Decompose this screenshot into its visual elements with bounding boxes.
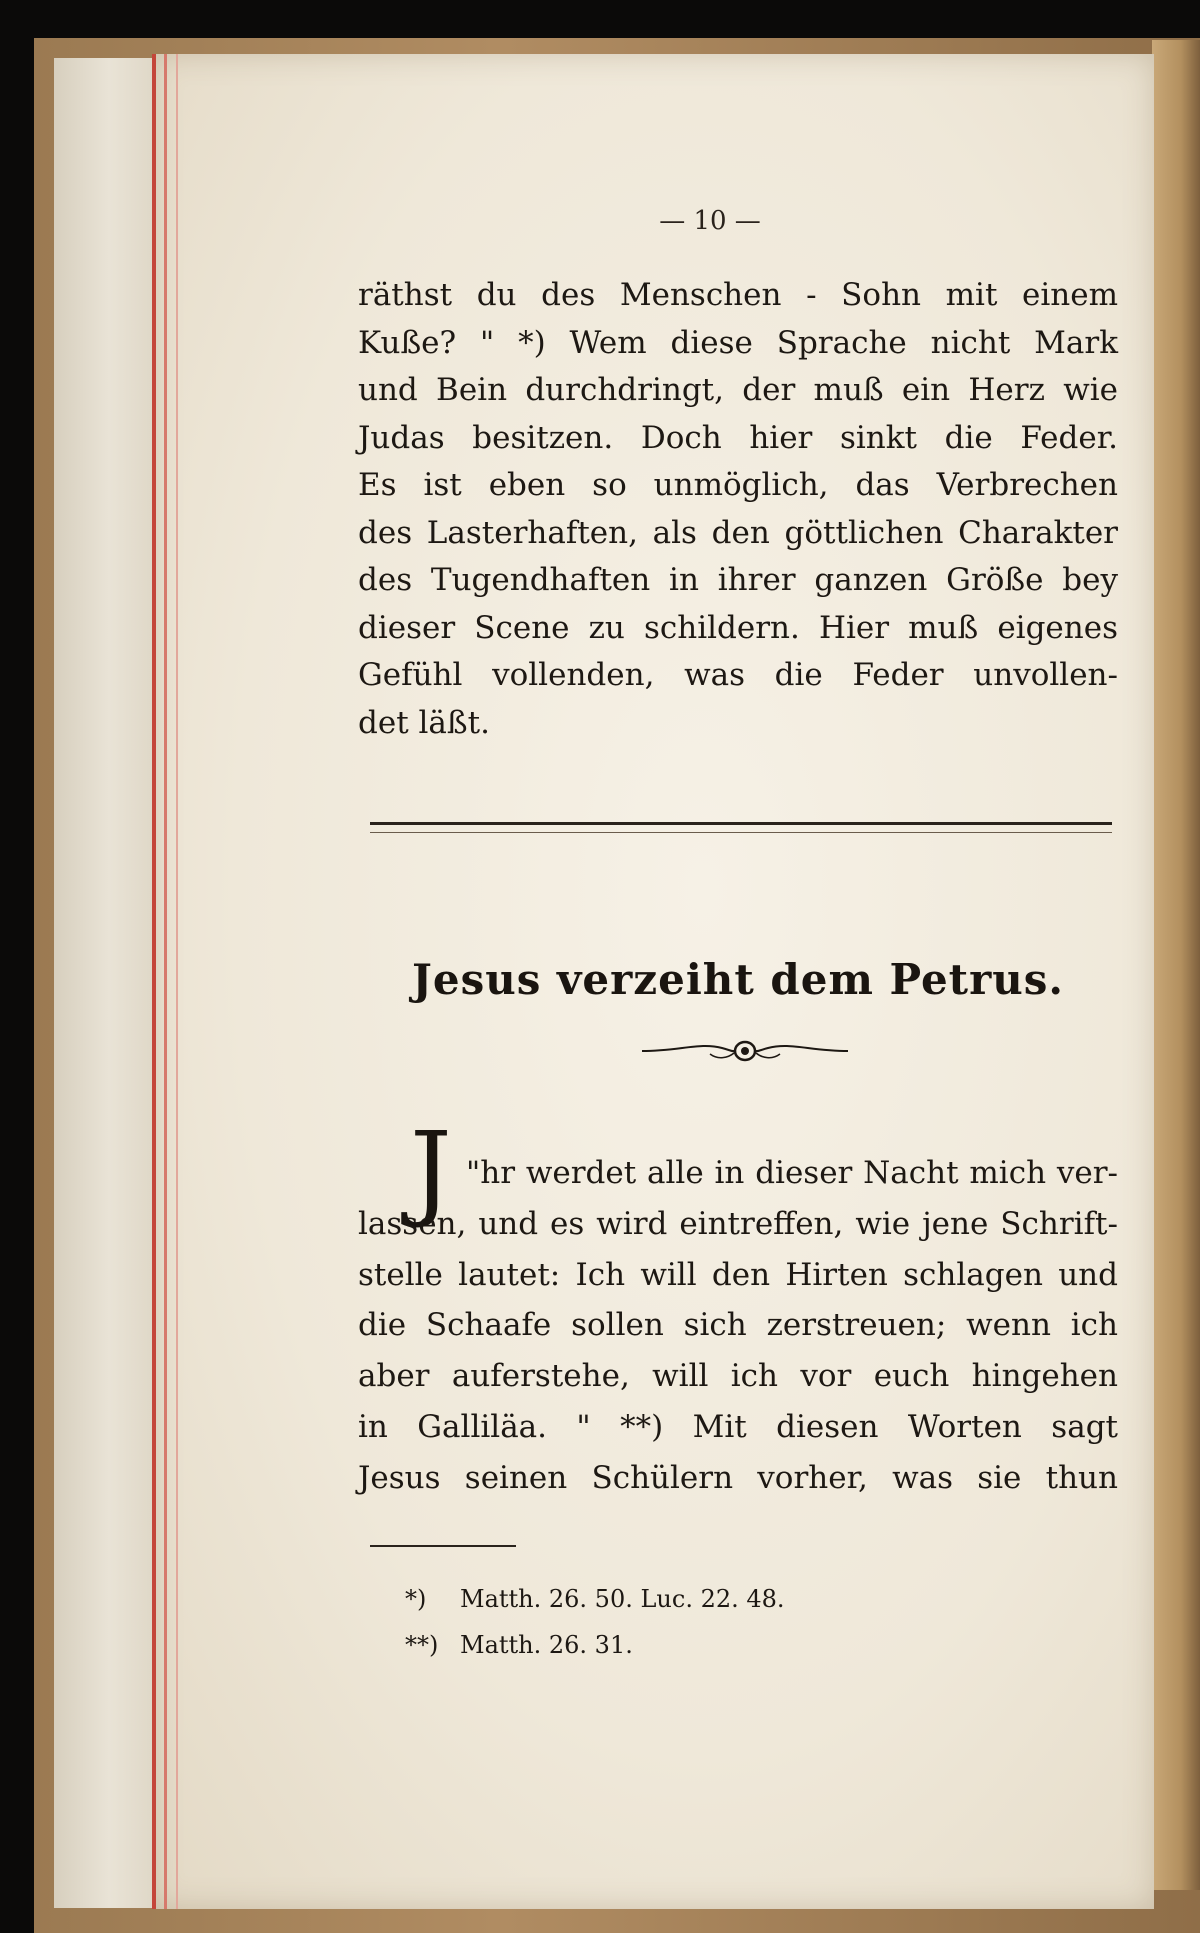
text-line: und Bein durchdringt, der muß ein Herz wie — [358, 372, 1118, 408]
text-line: Kuße? " *) Wem diese Sprache nicht Mark — [358, 324, 1118, 361]
text-line: Es ist eben so unmöglich, das Verbrechen — [358, 467, 1118, 503]
page-edge-red-line — [176, 54, 178, 1909]
footnote-mark: **) — [405, 1631, 439, 1659]
text-line: des Tugendhaften in ihrer ganzen Größe bey — [358, 562, 1118, 598]
paragraph-1 — [358, 272, 1118, 747]
text-line: Jesus seinen Schülern vorher, was sie thun — [358, 1459, 1118, 1496]
footnote-mark: *) — [405, 1585, 427, 1613]
text-line: dieser Scene zu schildern. Hier muß eigenes — [358, 609, 1118, 646]
section-heading: Jesus verzeiht dem Petrus. — [411, 955, 1065, 1004]
footnote — [405, 1622, 785, 1668]
footnote-divider — [370, 1545, 516, 1547]
text-line: räthst du des Menschen - Sohn mit einem — [358, 277, 1118, 313]
footnote-text: Matth. 26. 50. Luc. 22. 48. — [460, 1585, 785, 1613]
flyleaf — [54, 58, 164, 1908]
footnote-text: Matth. 26. 31. — [460, 1631, 633, 1659]
footnotes — [405, 1576, 785, 1668]
paragraph-2 — [358, 1148, 1118, 1504]
text-line: "hr werdet alle in dieser Nacht mich ver- — [466, 1155, 1118, 1191]
page-number: — 10 — — [659, 206, 761, 236]
text-line: Gefühl vollenden, was die Feder unvollen- — [358, 657, 1118, 693]
page-edge-red-line — [164, 54, 167, 1909]
text-line: aber auferstehe, will ich vor euch hingehen — [358, 1358, 1118, 1395]
footnote — [405, 1576, 785, 1622]
drop-cap: J — [410, 1109, 452, 1231]
text-line: in Galliläa. " **) Mit diesen Worten sagt — [358, 1408, 1118, 1445]
text-line: stelle lautet: Ich will den Hirten schlagen und — [358, 1256, 1118, 1293]
text-line: Judas besitzen. Doch hier sinkt die Feder. — [358, 419, 1118, 456]
section-divider-thin — [370, 832, 1112, 833]
text-line: die Schaafe sollen sich zerstreuen; wenn ich — [358, 1307, 1118, 1344]
book-fore-edge — [1152, 40, 1200, 1890]
text-line: lassen, und es wird eintreffen, wie jene Schrift- — [358, 1205, 1118, 1242]
text-line: des Lasterhaften, als den göttlichen Charakter — [358, 514, 1118, 551]
ornament-icon — [640, 1036, 850, 1066]
section-divider — [370, 822, 1112, 825]
page-edge-red-line — [152, 54, 156, 1909]
text-line: det läßt. — [358, 704, 490, 741]
